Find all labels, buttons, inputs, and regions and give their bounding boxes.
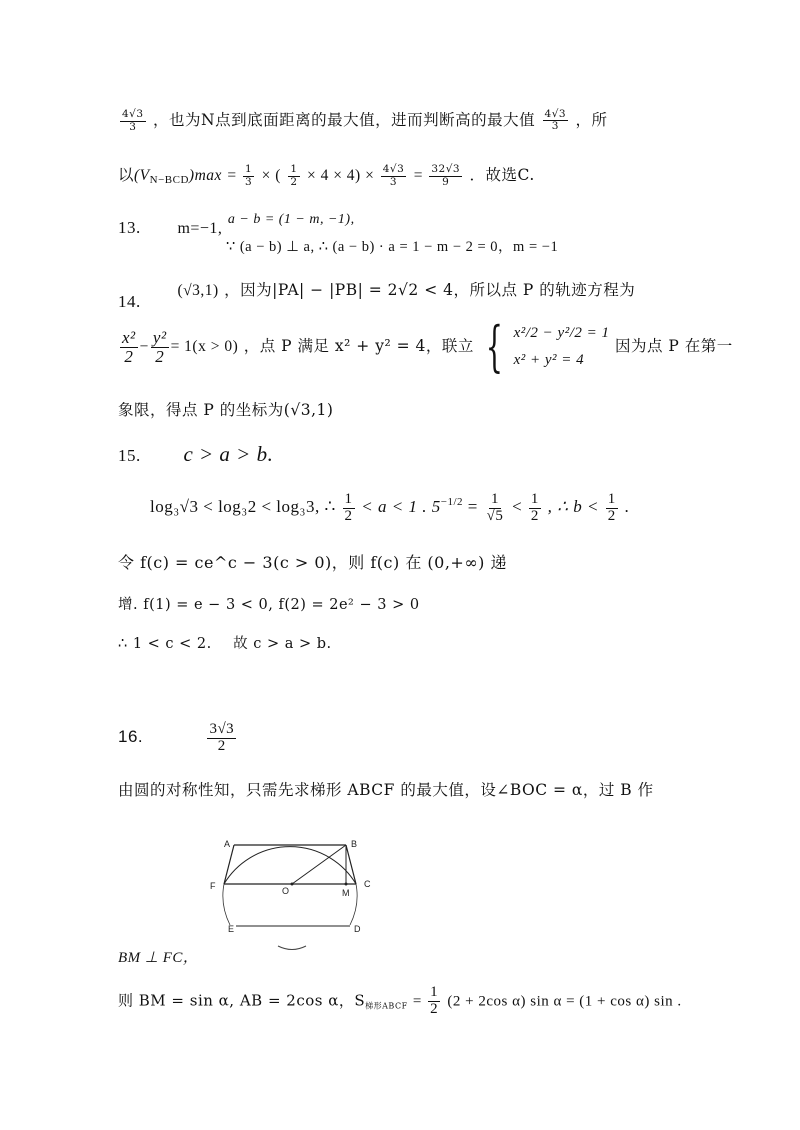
label-C: C xyxy=(364,879,371,889)
q12-frac-num: 4√3 xyxy=(122,108,144,121)
q14-answer: (√3,1) xyxy=(177,282,219,299)
q14-fa-den: 2 xyxy=(124,346,134,366)
label-D: D xyxy=(354,924,361,934)
label-E: E xyxy=(228,924,235,934)
q12-f2-den: 2 xyxy=(290,175,298,188)
q16-line0 xyxy=(118,722,238,755)
q16-l3a: 则 BM = sin α, AB = 2cos α，S xyxy=(118,991,366,1010)
label-F: F xyxy=(210,881,216,891)
lower-arc-left xyxy=(223,884,230,925)
q16-ans-den: 2 xyxy=(217,737,226,754)
q15-half-3 xyxy=(606,492,618,525)
q12-hfrac-den: 3 xyxy=(551,120,559,133)
point-M xyxy=(345,883,348,886)
q16-l3b: = xyxy=(412,993,427,1010)
q12-f1 xyxy=(243,164,254,187)
q14-sys-eq1: x²/2 − y²/2 = 1 xyxy=(513,325,610,341)
q14-fa-num: x² xyxy=(122,327,136,347)
q15-line0 xyxy=(118,442,273,467)
q12-line1 xyxy=(118,108,608,133)
q12-mid: × 4 × 4) × xyxy=(306,167,379,184)
q15-l1e: , ∴ b < xyxy=(547,497,599,517)
segment-AF xyxy=(224,845,234,884)
q16-line3 xyxy=(118,985,682,1018)
q15-line2 xyxy=(118,550,507,573)
q15-h1-den: 2 xyxy=(344,507,353,524)
q12-eq: = xyxy=(227,167,241,184)
trapezoid-semicircle-diagram xyxy=(200,815,400,965)
center-point-O xyxy=(291,883,294,886)
q15-line1 xyxy=(150,492,629,525)
label-M: M xyxy=(342,888,350,898)
q14-system xyxy=(514,325,610,369)
q14-line1 xyxy=(118,278,635,312)
q16-l1: 由圆的对称性知，只需先求梯形 ABCF 的最大值，设∠BOC = α，过 B 作 xyxy=(118,781,654,799)
q12-vol-max: )max xyxy=(188,167,222,184)
q15-h3-den: 2 xyxy=(607,507,616,524)
q15-l1a: log₃√3 < log₃2 < log₃3, ∴ xyxy=(150,497,336,517)
q15-answer: c > a > b. xyxy=(183,442,274,466)
q12-times: × ( xyxy=(261,167,281,184)
q13-vector-eq: a − b = (1 − m, −1), xyxy=(227,212,355,227)
q12-f1-num: 1 xyxy=(244,163,253,176)
q14-number: 14. xyxy=(118,292,141,311)
q12-vol-sub: N−BCD xyxy=(149,174,189,186)
q16-half xyxy=(428,985,440,1018)
q14-fb-num: y² xyxy=(152,327,167,347)
q15-h2-num: 1 xyxy=(530,491,539,507)
label-B: B xyxy=(351,839,358,849)
q12-hfrac-num: 4√3 xyxy=(544,108,567,120)
q14-system-brace: { xyxy=(486,315,504,378)
q15-exp: −1/2 xyxy=(440,496,463,509)
q12-text2: ，所 xyxy=(575,111,608,129)
q12-f4-num: 32√3 xyxy=(431,163,461,176)
q15-l2: 令 f(c) = ce^c − 3(c > 0)，则 f(c) 在 (0,+∞) 递 xyxy=(118,553,507,572)
q13-answer: m=−1, xyxy=(177,220,223,237)
q16-l3sub: 梯形ABCF xyxy=(365,1001,408,1011)
q12-f3 xyxy=(381,164,407,187)
q12-end: ．故选C. xyxy=(469,166,535,184)
q15-r-den: √5 xyxy=(486,507,504,524)
q12-f4-den: 9 xyxy=(442,175,450,188)
q16-line2 xyxy=(118,946,198,967)
q12-f1-den: 3 xyxy=(244,175,253,188)
q15-l1c: = xyxy=(467,497,483,517)
q16-answer xyxy=(207,722,236,755)
q16-f-den: 2 xyxy=(430,1000,439,1017)
q12-f2-num: 1 xyxy=(290,163,298,176)
q12-fraction xyxy=(120,109,146,132)
q15-h1-num: 1 xyxy=(344,491,353,507)
q12-f4 xyxy=(429,164,462,187)
q14-text3: 因为点 P 在第一 xyxy=(614,337,733,355)
q12-f2 xyxy=(288,164,299,187)
q15-line3 xyxy=(118,593,420,614)
q12-f3-den: 3 xyxy=(389,175,398,188)
q16-l3c: (2 + 2cos α) sin α = (1 + cos α) sin . xyxy=(447,993,682,1010)
q12-vol-label: (V xyxy=(134,167,150,184)
q15-half-1 xyxy=(343,492,355,525)
segment-BC xyxy=(346,845,356,884)
q14-minus: − xyxy=(139,338,149,355)
q14-eq-tail: = 1(x > 0) xyxy=(170,338,239,355)
q16-line1 xyxy=(118,778,654,800)
bottom-arc xyxy=(278,946,306,950)
q14-text4: 象限，得点 P 的坐标为(√3,1) xyxy=(118,401,334,419)
q14-text1: ，因为|PA| − |PB| = 2√2 < 4，所以点 P 的轨迹方程为 xyxy=(224,281,636,299)
q14-line2 xyxy=(118,315,733,378)
q13-perp-eq: ∵ (a − b) ⊥ a, ∴ (a − b) · a = 1 − m − 2 = 0，m = −1 xyxy=(226,239,559,255)
q14-line3 xyxy=(118,398,333,420)
q15-l1d: < xyxy=(512,497,523,517)
q12-eq2: = xyxy=(413,167,428,184)
q16-l2: BM ⊥ FC， xyxy=(118,950,199,966)
label-O: O xyxy=(282,886,290,896)
q15-h2-den: 2 xyxy=(530,507,539,524)
q14-sys-eq2: x² + y² = 4 xyxy=(513,352,585,368)
q15-l3: 增. f(1) = e − 3 < 0, f(2) = 2e² − 3 > 0 xyxy=(118,597,420,613)
q12-f3-num: 4√3 xyxy=(382,163,405,176)
q12-frac-den: 3 xyxy=(129,120,137,133)
q12-height-fraction xyxy=(543,109,569,132)
q16-f-num: 1 xyxy=(430,984,439,1000)
q15-h3-num: 1 xyxy=(607,491,616,507)
q15-number: 15. xyxy=(118,446,141,465)
q12-so: 以 xyxy=(118,166,135,184)
q15-recip xyxy=(485,492,506,525)
q13-number: 13. xyxy=(118,218,141,237)
q15-r-num: 1 xyxy=(490,491,499,507)
q15-l1b: < a < 1 . 5 xyxy=(361,497,441,517)
q16-ans-num: 3√3 xyxy=(209,721,235,737)
q15-l1f: . xyxy=(624,497,630,517)
q15-line4 xyxy=(118,632,332,653)
q13-line2 xyxy=(226,235,558,256)
q14-text2: ，点 P 满足 x² + y² = 4，联立 xyxy=(243,337,474,355)
segment-OB xyxy=(292,845,346,884)
q12-line2 xyxy=(118,163,535,188)
q15-half-2 xyxy=(529,492,541,525)
q14-frac-a xyxy=(120,329,138,366)
q16-number: 16. xyxy=(118,727,144,747)
q14-fb-den: 2 xyxy=(155,346,165,366)
q15-l4a: ∴ 1 < c < 2. xyxy=(118,636,212,652)
q12-text1: ，也为N点到底面距离的最大值，进而判断高的最大值 xyxy=(153,111,536,129)
lower-arc-right xyxy=(350,884,357,925)
label-A: A xyxy=(224,839,231,849)
q14-frac-b xyxy=(151,329,169,366)
q15-l4b: 故 c > a > b. xyxy=(233,636,332,652)
